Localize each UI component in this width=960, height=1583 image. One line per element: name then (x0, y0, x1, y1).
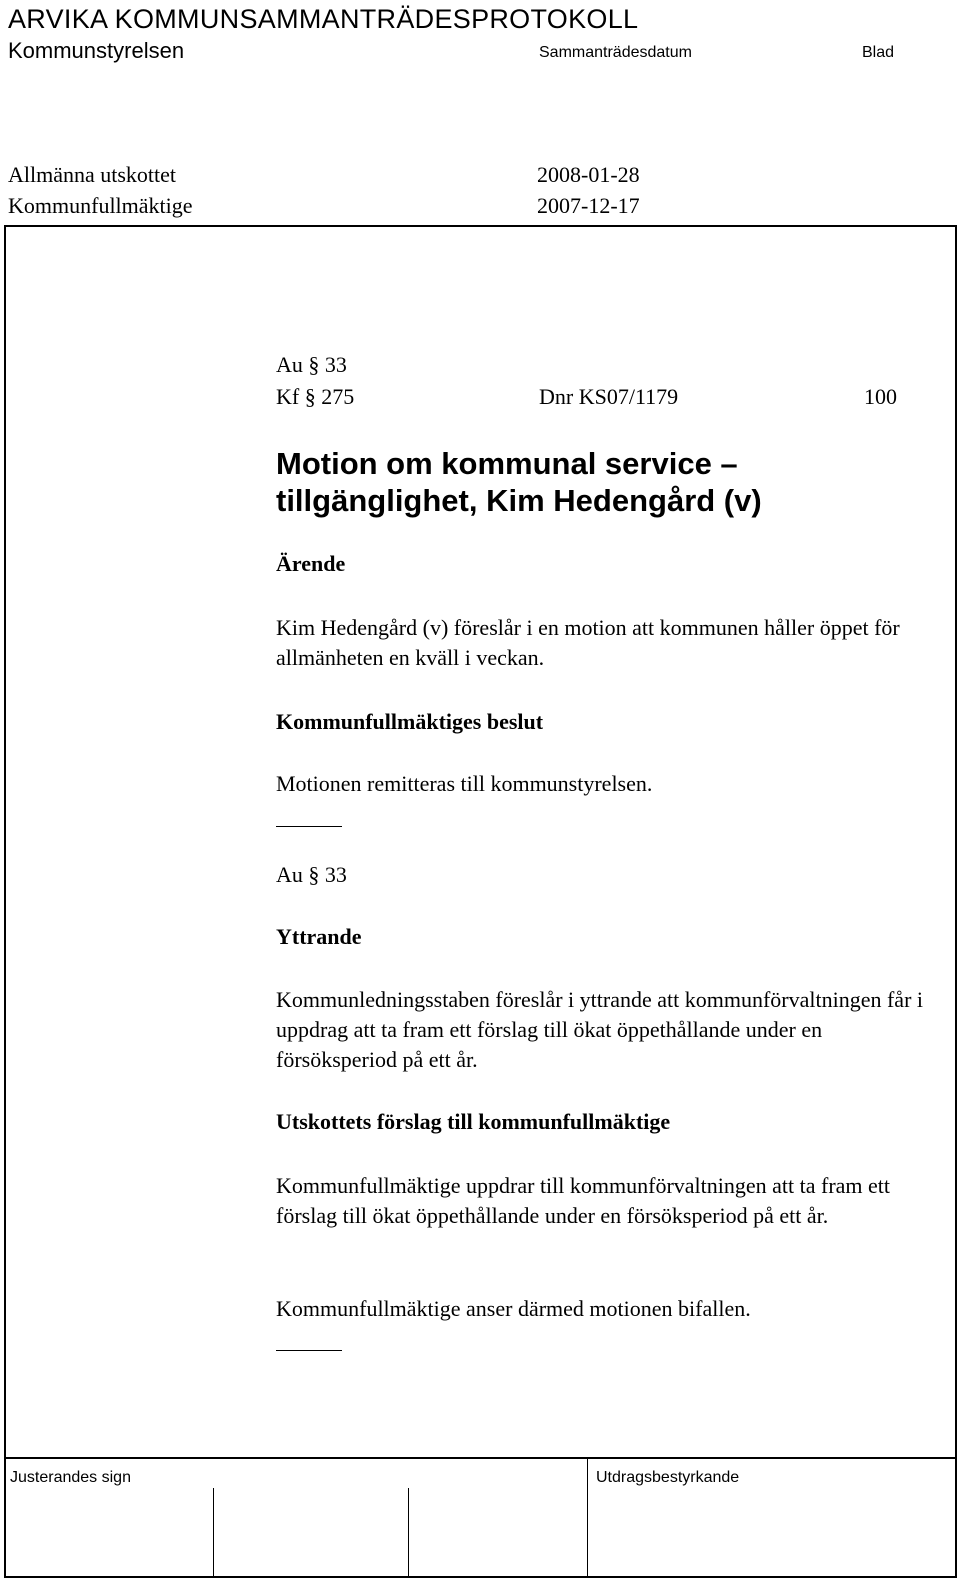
kf-paragraph-ref: Kf § 275 (276, 384, 355, 409)
bifallen-text: Kommunfullmäktige anser därmed motionen bifallen. (276, 1296, 751, 1321)
classification-code: 100 (864, 384, 897, 409)
au-paragraph-ref: Au § 33 (276, 352, 347, 377)
frame-bottom-border (4, 1576, 957, 1578)
diary-number: Dnr KS07/1179 (539, 384, 679, 409)
section-divider-end (276, 1350, 342, 1351)
kf-beslut-text: Motionen remitteras till kommunstyrelsen. (276, 771, 653, 796)
au-paragraph-ref-2: Au § 33 (276, 862, 347, 887)
signature-box-divider (408, 1488, 409, 1578)
frame-top-border (4, 225, 957, 227)
frame-right-border (955, 225, 957, 1578)
meeting-body-2: Kommunfullmäktige (8, 193, 193, 218)
frame-left-border (4, 225, 6, 1578)
arende-text: Kim Hedengård (v) föreslår i en motion att kommunen håller öppet för allmänheten en kväll i veckan. (276, 615, 900, 670)
signature-box-divider (213, 1488, 214, 1578)
organization-name: Kommunstyrelsen (8, 38, 185, 63)
meeting-date-1: 2008-01-28 (537, 162, 640, 187)
utdragsbestyrkande-label: Utdragsbestyrkande (596, 1469, 740, 1486)
heading-yttrande: Yttrande (276, 924, 362, 949)
meeting-body-1: Allmänna utskottet (8, 162, 177, 187)
section-divider (276, 826, 342, 827)
footer-top-border (4, 1457, 957, 1459)
motion-title: Motion om kommunal service – tillgänglighet, Kim Hedengård (v) (276, 446, 762, 518)
meeting-date-2: 2007-12-17 (537, 193, 640, 218)
forslag-text: Kommunfullmäktige uppdrar till kommunförvaltningen att ta fram ett förslag till ökat öppethållande under en försöksperiod på ett år. (276, 1173, 891, 1228)
heading-utskottets-forslag: Utskottets förslag till kommunfullmäktige (276, 1109, 671, 1134)
footer-column-divider (587, 1459, 588, 1578)
heading-kf-beslut: Kommunfullmäktiges beslut (276, 709, 544, 734)
yttrande-text: Kommunledningsstaben föreslår i yttrande att kommunförvaltningen får i uppdrag att ta fram ett förslag till ökat öppethållande under en försöksperiod på ett år. (276, 987, 924, 1072)
page-label: Blad (862, 44, 895, 61)
justerandes-sign-label: Justerandes sign (10, 1469, 131, 1486)
document-title: ARVIKA KOMMUNSAMMANTRÄDESPROTOKOLL (8, 4, 639, 34)
heading-arende: Ärende (276, 551, 346, 576)
meeting-date-label: Sammanträdesdatum (539, 44, 692, 61)
